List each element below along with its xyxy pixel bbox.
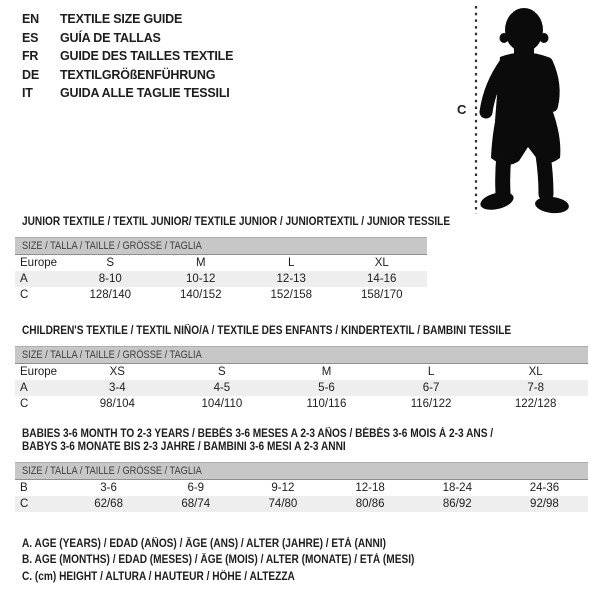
table-cell: M bbox=[321, 366, 332, 378]
legend-line-b: B. AGE (MONTHS) / EDAD (MESES) / ÂGE (MOIS) / ALTER (MONATE) / ETÀ (MESI) bbox=[22, 554, 415, 567]
language-list bbox=[22, 10, 233, 103]
table-cell: 12-13 bbox=[276, 273, 306, 285]
row-label: A bbox=[20, 273, 28, 285]
table-cell: 74/80 bbox=[268, 498, 298, 510]
babies-table-title-line2: BABYS 3-6 MONATE BIS 2-3 JAHRE / BAMBINI 3-6 MESI A 2-3 ANNI bbox=[22, 441, 346, 453]
table-row bbox=[15, 271, 427, 287]
size-header-bar: SIZE / TALLA / TAILLE / GRÖSSE / TAGLIA bbox=[15, 346, 588, 364]
language-row-fr bbox=[22, 47, 233, 66]
language-code: ES bbox=[22, 30, 39, 45]
junior-table-title: JUNIOR TEXTILE / TEXTIL JUNIOR/ TEXTILE JUNIOR / JUNIORTEXTIL / JUNIOR TESSILE bbox=[22, 216, 451, 228]
table-cell: 18-24 bbox=[442, 482, 472, 494]
table-cell: 3-4 bbox=[108, 382, 126, 394]
table-row bbox=[15, 364, 588, 380]
language-row-en bbox=[22, 10, 233, 29]
row-label: Europe bbox=[20, 366, 58, 378]
row-label: B bbox=[20, 482, 28, 494]
babies-table-rows bbox=[15, 480, 588, 512]
table-cell: 6-9 bbox=[187, 482, 205, 494]
language-title: TEXTILE SIZE GUIDE bbox=[60, 12, 183, 27]
table-cell: 10-12 bbox=[186, 273, 216, 285]
table-cell: 92/98 bbox=[530, 498, 559, 510]
table-cell: 116/122 bbox=[410, 398, 452, 410]
table-cell: 80/86 bbox=[355, 498, 385, 510]
table-cell: S bbox=[218, 366, 226, 378]
table-cell: 122/128 bbox=[514, 398, 557, 410]
table-row bbox=[15, 287, 427, 303]
table-cell: 8-10 bbox=[98, 273, 122, 285]
table-cell: 5-6 bbox=[318, 382, 335, 394]
table-cell: XL bbox=[374, 257, 389, 269]
language-title: GUIDE DES TAILLES TEXTILE bbox=[60, 49, 234, 64]
table-cell: L bbox=[427, 366, 435, 378]
table-cell: 98/104 bbox=[99, 398, 135, 410]
table-cell: 24-36 bbox=[529, 482, 560, 494]
junior-textile-section bbox=[15, 216, 451, 303]
row-label: C bbox=[20, 398, 29, 410]
baby-silhouette bbox=[479, 8, 570, 215]
table-cell: 7-8 bbox=[527, 382, 544, 394]
language-code: FR bbox=[22, 49, 39, 64]
junior-table-rows bbox=[15, 255, 427, 303]
language-title: GUIDA ALLE TAGLIE TESSILI bbox=[60, 86, 230, 101]
row-label: A bbox=[20, 382, 28, 394]
language-code: IT bbox=[22, 86, 33, 101]
table-cell: 128/140 bbox=[89, 289, 132, 301]
legend bbox=[22, 536, 588, 585]
table-cell: 12-18 bbox=[355, 482, 385, 494]
language-title: TEXTILGRÖßENFÜHRUNG bbox=[60, 67, 216, 82]
table-cell: XL bbox=[528, 366, 543, 378]
table-cell: M bbox=[195, 257, 206, 269]
table-cell: 104/110 bbox=[201, 398, 243, 410]
table-cell: 68/74 bbox=[181, 498, 211, 510]
size-header-bar: SIZE / TALLA / TAILLE / GRÖSSE / TAGLIA bbox=[15, 462, 588, 480]
table-cell: XS bbox=[109, 366, 125, 378]
legend-line-a: A. AGE (YEARS) / EDAD (AÑOS) / ÂGE (ANS) / ALTER (JAHRE) / ETÀ (ANNI) bbox=[22, 538, 386, 550]
table-row bbox=[15, 480, 588, 496]
tables-area bbox=[15, 216, 588, 585]
table-cell: 3-6 bbox=[100, 482, 117, 494]
table-cell: 6-7 bbox=[422, 382, 440, 394]
language-row-es bbox=[22, 29, 233, 48]
table-cell: 4-5 bbox=[213, 382, 231, 394]
table-cell: 152/158 bbox=[270, 289, 313, 301]
height-marker-label: C bbox=[457, 102, 467, 117]
table-row bbox=[15, 396, 588, 412]
language-code: DE bbox=[22, 67, 39, 82]
babies-table-title-line1: BABIES 3-6 MONTH TO 2-3 YEARS / BEBÉS 3-6 MESES A 2-3 AÑOS / BÉBÉS 3-6 MOIS À 2-3 ANS / bbox=[22, 428, 494, 440]
childrens-table-title: CHILDREN'S TEXTILE / TEXTIL NIÑO/A / TEXTILE DES ENFANTS / KINDERTEXTIL / BAMBINI TESSILE bbox=[22, 325, 512, 337]
height-figure bbox=[440, 0, 600, 220]
language-title: GUÍA DE TALLAS bbox=[60, 30, 161, 45]
size-header-bar: SIZE / TALLA / TAILLE / GRÖSSE / TAGLIA bbox=[15, 237, 427, 255]
table-row bbox=[15, 380, 588, 396]
table-cell: S bbox=[106, 257, 115, 269]
row-label: C bbox=[20, 498, 29, 510]
legend-line-c: C. (cm) HEIGHT / ALTURA / HAUTEUR / HÖHE / ALTEZZA bbox=[22, 570, 295, 583]
table-cell: 14-16 bbox=[367, 273, 397, 285]
babies-textile-section bbox=[15, 428, 588, 512]
table-row bbox=[15, 496, 588, 512]
table-cell: 110/116 bbox=[306, 398, 347, 410]
childrens-textile-section bbox=[15, 325, 588, 412]
row-label: C bbox=[20, 289, 29, 301]
row-label: Europe bbox=[20, 257, 58, 269]
table-cell: L bbox=[288, 257, 295, 269]
table-cell: 62/68 bbox=[94, 498, 123, 510]
language-row-de bbox=[22, 66, 233, 85]
table-row bbox=[15, 255, 427, 271]
table-cell: 86/92 bbox=[442, 498, 472, 510]
language-code: EN bbox=[22, 12, 39, 27]
table-cell: 9-12 bbox=[271, 482, 295, 494]
language-row-it bbox=[22, 84, 233, 103]
table-cell: 140/152 bbox=[179, 289, 222, 301]
table-cell: 158/170 bbox=[360, 289, 403, 301]
childrens-table-rows bbox=[15, 364, 588, 412]
